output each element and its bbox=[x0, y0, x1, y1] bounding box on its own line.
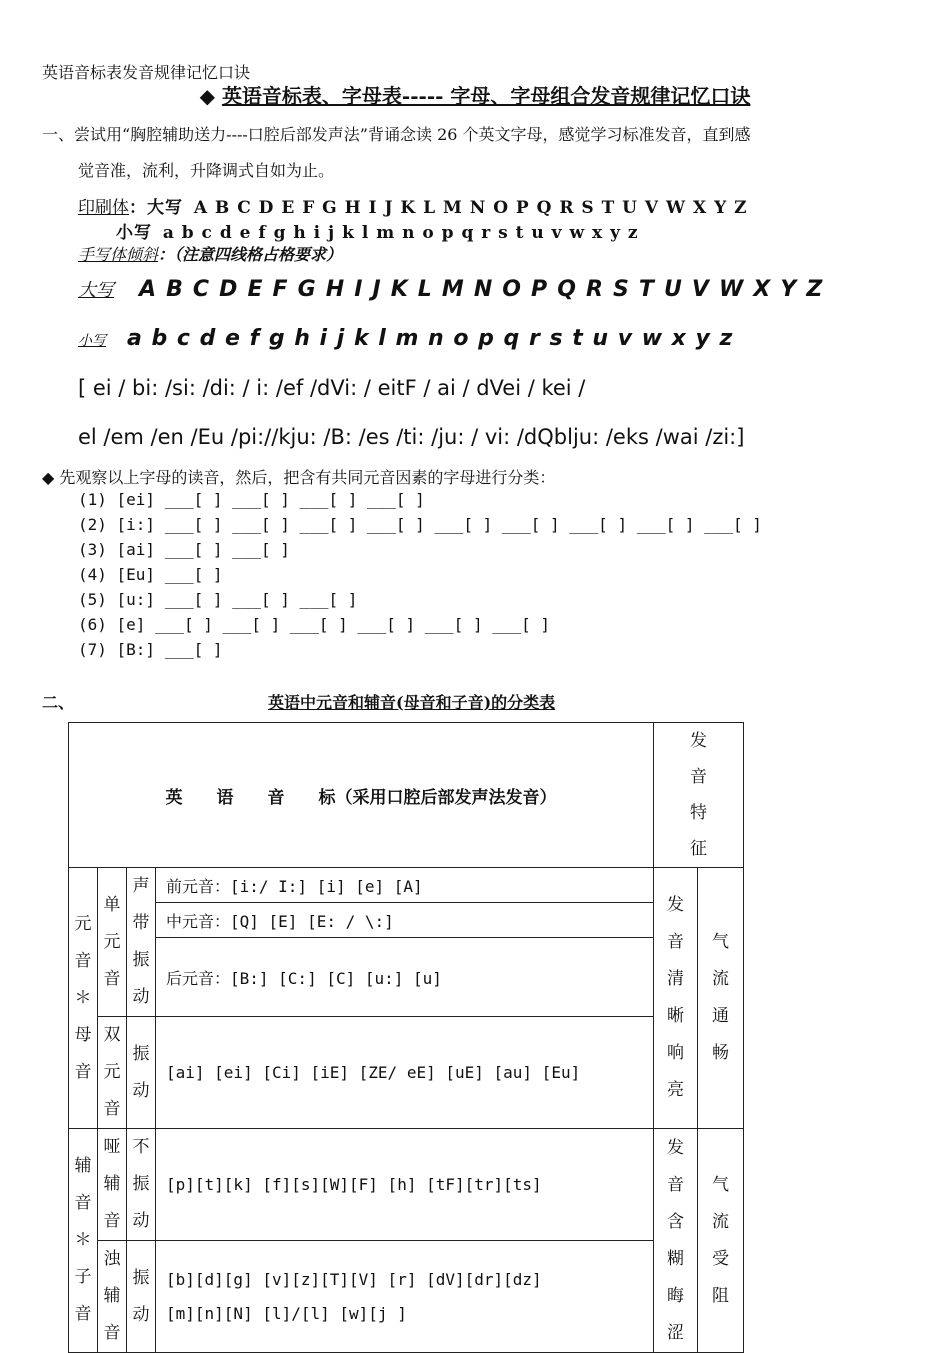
table-header-feature: 发 音 特 征 bbox=[654, 723, 744, 868]
vowel-feature-airflow: 气 流 通 畅 bbox=[698, 868, 744, 1129]
central-vowels: 中元音：[Q] [E] [E: / \:] bbox=[156, 903, 654, 938]
classification-row: (5) [u:] ___[ ] ___[ ] ___[ ] bbox=[78, 590, 358, 609]
table-header-main: 英 语 音 标（采用口腔后部发声法发音） bbox=[69, 723, 654, 868]
diphthong-vibration-label: 振 动 bbox=[127, 1017, 156, 1129]
classification-row: (6) [e] ___[ ] ___[ ] ___[ ] ___[ ] ___[ ] ___[ ] bbox=[78, 615, 551, 634]
handwriting-upper-letters: A B C D E F G H I J K L M N O P Q R S T U V W X Y Z bbox=[139, 277, 824, 302]
table-title: 英语中元音和辅音(母音和子音)的分类表 bbox=[268, 693, 556, 712]
main-title-text: 英语音标表、字母表----- 字母、字母组合发音规律记忆口诀 bbox=[221, 84, 751, 108]
section1-line1: 一、尝试用“胸腔辅助送力----口腔后部发声法”背诵念读 26 个英文字母，感觉学习标准发音，直到感 bbox=[42, 125, 751, 144]
print-lower-letters: a b c d e f g h i j k l m n o p q r s t u v w x y z bbox=[162, 223, 639, 243]
classification-row: (1) [ei] ___[ ] ___[ ] ___[ ] ___[ ] bbox=[78, 490, 425, 509]
back-vowels: 后元音：[B:] [C:] [C] [u:] [u] bbox=[156, 938, 654, 1017]
diphthong-list: [ai] [ei] [Ci] [iE] [ZE/ eE] [uE] [au] [Eu] bbox=[156, 1017, 654, 1129]
phonetic-line-1: [ ei / bi: /si: /di: / i: /ef /dVi: / eitF / ai / dVei / kei / bbox=[78, 376, 586, 400]
vowel-feature-clarity: 发 音 清 晰 响 亮 bbox=[654, 868, 698, 1129]
voiced-consonant-list bbox=[156, 1241, 654, 1353]
print-label: 印刷体 bbox=[78, 198, 129, 218]
print-upper-letters: A B C D E F G H I J K L M N O P Q R S T U V W X Y Z bbox=[193, 198, 748, 218]
main-title bbox=[0, 80, 950, 109]
voiceless-consonant-label: 哑 辅 音 bbox=[98, 1129, 127, 1241]
voiced-consonant-line-2: [m][n][N] [l]/[l] [w][j ] bbox=[166, 1303, 407, 1323]
handwriting-note: ：（注意四线格占格要求） bbox=[158, 245, 343, 264]
section1-line2: 觉音准，流利，升降调式自如为止。 bbox=[78, 161, 335, 180]
vowel-group-label: 元 音 ＊ 母 音 bbox=[69, 868, 98, 1129]
classification-row: (4) [Eu] ___[ ] bbox=[78, 565, 223, 584]
diamond-bullet-icon: ◆ bbox=[42, 468, 55, 487]
handwriting-row bbox=[78, 242, 342, 265]
print-upper-row bbox=[78, 193, 748, 218]
consonant-feature-vagueness: 发 音 含 糊 晦 涩 bbox=[654, 1129, 698, 1353]
handwriting-label: 手写体倾斜 bbox=[78, 245, 159, 264]
handwriting-lower-letters: a b c d e f g h i j k l m n o p q r s t u v w x y z bbox=[127, 326, 733, 351]
phonetic-line-2: el /em /en /Eu /pi://kju: /B: /es /ti: /ju: / vi: /dQblju: /eks /wai /zi:] bbox=[78, 425, 745, 449]
no-vibration-label: 不 振 动 bbox=[127, 1129, 156, 1241]
print-lower-row bbox=[116, 218, 639, 243]
vibration-label: 振 动 bbox=[127, 1241, 156, 1353]
consonant-group-label: 辅 音 ＊ 子 音 bbox=[69, 1129, 98, 1353]
handwriting-upper-label: 大写 bbox=[78, 280, 114, 301]
classification-row: (2) [i:] ___[ ] ___[ ] ___[ ] ___[ ] ___[ ] ___[ ] ___[ ] ___[ ] ___[ ] bbox=[78, 515, 762, 534]
voiced-consonant-line-1: [b][d][g] [v][z][T][V] [r] [dV][dr][dz] bbox=[166, 1269, 542, 1289]
front-vowels: 前元音：[i:/ I:] [i] [e] [A] bbox=[156, 868, 654, 903]
phonetic-classification-table bbox=[68, 722, 744, 1353]
consonant-feature-airflow: 气 流 受 阻 bbox=[698, 1129, 744, 1353]
vocal-cord-vibration-label: 声 带 振 动 bbox=[127, 868, 156, 1017]
observe-text: 先观察以上字母的读音，然后，把含有共同元音因素的字母进行分类： bbox=[59, 468, 556, 487]
print-lower-label: 小写 bbox=[116, 223, 152, 243]
voiceless-consonant-list: [p][t][k] [f][s][W][F] [h] [tF][tr][ts] bbox=[156, 1129, 654, 1241]
diphthong-label: 双 元 音 bbox=[98, 1017, 127, 1129]
handwriting-upper-row bbox=[78, 276, 823, 302]
document-header: 英语音标表发音规律记忆口诀 bbox=[42, 63, 251, 82]
handwriting-lower-label: 小写 bbox=[78, 333, 106, 349]
observe-instruction bbox=[42, 465, 555, 488]
print-upper-label: ：大写 bbox=[129, 198, 183, 218]
classification-row: (7) [B:] ___[ ] bbox=[78, 640, 223, 659]
section2-label: 二、 bbox=[42, 693, 75, 712]
monophthong-label: 单 元 音 bbox=[98, 868, 127, 1017]
diamond-bullet-icon: ◆ bbox=[199, 84, 215, 108]
classification-row: (3) [ai] ___[ ] ___[ ] bbox=[78, 540, 290, 559]
voiced-consonant-label: 浊 辅 音 bbox=[98, 1241, 127, 1353]
handwriting-lower-row bbox=[78, 326, 732, 351]
